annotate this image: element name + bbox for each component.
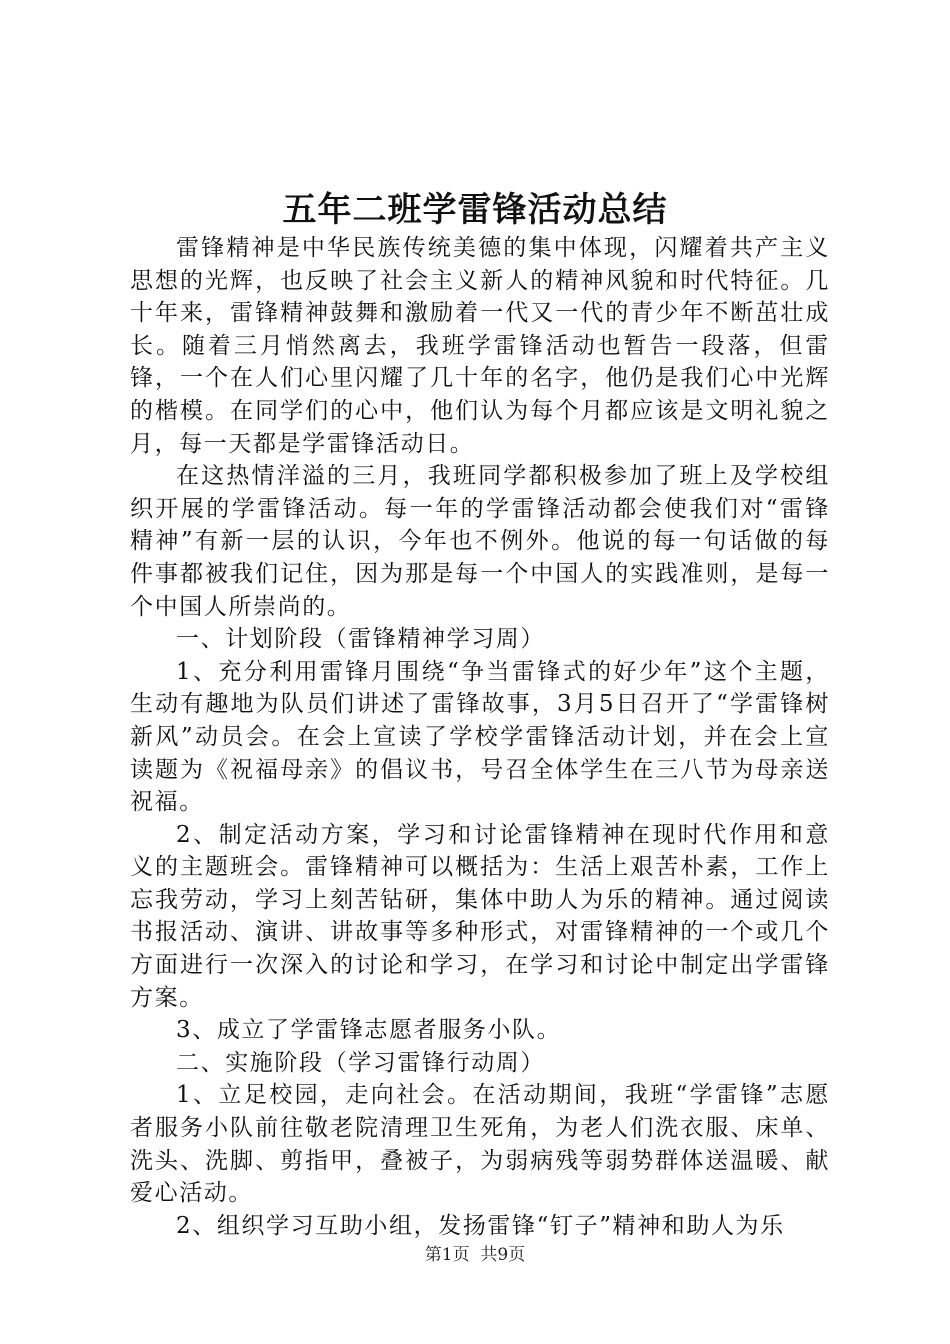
section-heading-plan: 一、计划阶段（雷锋精神学习周） — [176, 626, 545, 653]
document-title: 五年二班学雷锋活动总结 — [282, 190, 668, 230]
page-footer — [0, 1243, 950, 1267]
paragraph-implement-2: 2、组织学习互助小组，发扬雷锋“钉子”精神和助人为乐 — [176, 1212, 785, 1239]
paragraph-plan-2: 2、制定活动方案，学习和讨论雷锋精神在现时代作用和意义的主题班会。雷锋精神可以概括为：生活上艰苦朴素，工作上忘我劳动，学习上刻苦钻研，集体中助人为乐的精神。通过阅读书报活动、演讲、讲故事等多种形式，对雷锋精神的一个或几个方面进行一次深入的讨论和学习，在学习和讨论中制定出学雷锋方案。 — [130, 821, 830, 1011]
paragraph-implement-1: 1、立足校园，走向社会。在活动期间，我班“学雷锋”志愿者服务小队前往敬老院清理卫生死角，为老人们洗衣服、床单、洗头、洗脚、剪指甲，叠被子，为弱病残等弱势群体送温暖、献爱心活动。 — [130, 1082, 830, 1207]
footer-spacer — [470, 1245, 481, 1265]
page-total: 共9页 — [480, 1245, 526, 1265]
paragraph-march: 在这热情洋溢的三月，我班同学都积极参加了班上及学校组织开展的学雷锋活动。每一年的学雷锋活动都会使我们对“雷锋精神”有新一层的认识，今年也不例外。他说的每一句话做的每件事都被我们记住，因为那是每一个中国人的实践准则，是每一个中国人所崇尚的。 — [130, 463, 830, 620]
document-body — [130, 232, 830, 1242]
section-heading-implement: 二、实施阶段（学习雷锋行动周） — [176, 1049, 545, 1076]
page-number: 第1页 — [424, 1245, 470, 1265]
paragraph-intro: 雷锋精神是中华民族传统美德的集中体现，闪耀着共产主义思想的光辉，也反映了社会主义新人的精神风貌和时代特征。几十年来，雷锋精神鼓舞和激励着一代又一代的青少年不断茁壮成长。随着三月悄然离去，我班学雷锋活动也暂告一段落，但雷锋，一个在人们心里闪耀了几十年的名字，他仍是我们心中光辉的楷模。在同学们的心中，他们认为每个月都应该是文明礼貌之月，每一天都是学雷锋活动日。 — [130, 235, 830, 457]
paragraph-plan-1: 1、充分利用雷锋月围绕“争当雷锋式的好少年”这个主题，生动有趣地为队员们讲述了雷锋故事，3月5日召开了“学雷锋树新风”动员会。在会上宣读了学校学雷锋活动计划，并在会上宣读题为《祝福母亲》的倡议书，号召全体学生在三八节为母亲送祝福。 — [130, 658, 830, 816]
paragraph-plan-3: 3、成立了学雷锋志愿者服务小队。 — [176, 1017, 562, 1044]
